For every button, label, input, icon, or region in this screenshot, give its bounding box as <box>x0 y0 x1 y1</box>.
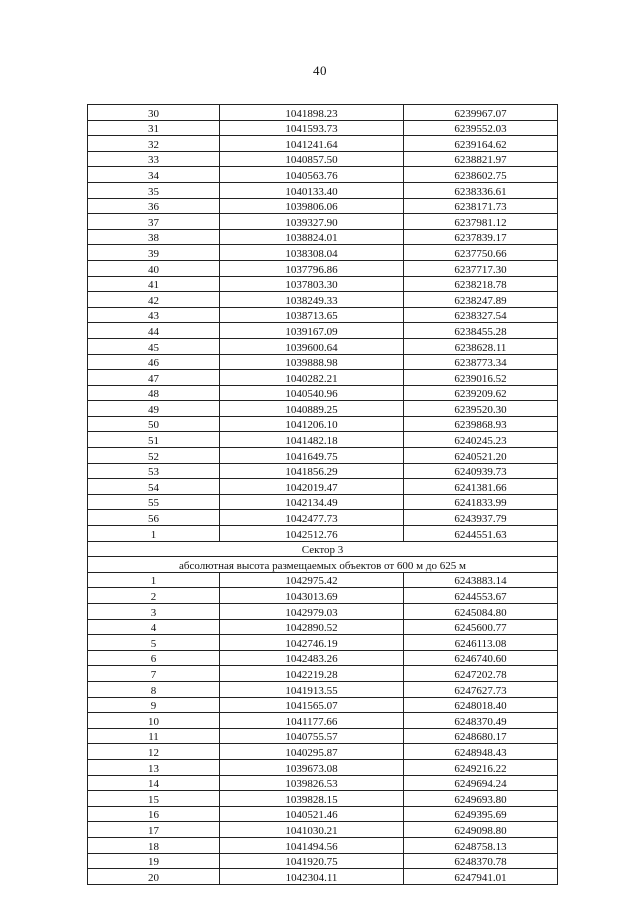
x-coordinate-cell: 1039888.98 <box>220 354 404 370</box>
y-coordinate-cell: 6239520.30 <box>404 401 558 417</box>
y-coordinate-cell: 6248680.17 <box>404 728 558 744</box>
point-number-cell: 1 <box>88 572 220 588</box>
table-row <box>88 370 558 386</box>
sector-title: Сектор 3 <box>88 541 558 557</box>
y-coordinate-cell: 6238602.75 <box>404 167 558 183</box>
y-coordinate-cell: 6248758.13 <box>404 837 558 853</box>
x-coordinate-cell: 1039167.09 <box>220 323 404 339</box>
table-row <box>88 385 558 401</box>
table-row <box>88 666 558 682</box>
table-row <box>88 338 558 354</box>
table-row <box>88 681 558 697</box>
x-coordinate-cell: 1043013.69 <box>220 588 404 604</box>
x-coordinate-cell: 1039673.08 <box>220 759 404 775</box>
point-number-cell: 48 <box>88 385 220 401</box>
table-row <box>88 120 558 136</box>
x-coordinate-cell: 1038824.01 <box>220 229 404 245</box>
y-coordinate-cell: 6247202.78 <box>404 666 558 682</box>
y-coordinate-cell: 6246740.60 <box>404 650 558 666</box>
point-number-cell: 55 <box>88 494 220 510</box>
y-coordinate-cell: 6245600.77 <box>404 619 558 635</box>
y-coordinate-cell: 6243883.14 <box>404 572 558 588</box>
table-row <box>88 214 558 230</box>
table-row <box>88 167 558 183</box>
coordinates-block-after <box>88 572 558 884</box>
x-coordinate-cell: 1039600.64 <box>220 338 404 354</box>
y-coordinate-cell: 6238821.97 <box>404 151 558 167</box>
table-row <box>88 151 558 167</box>
x-coordinate-cell: 1040755.57 <box>220 728 404 744</box>
table-row <box>88 526 558 542</box>
y-coordinate-cell: 6237750.66 <box>404 245 558 261</box>
point-number-cell: 9 <box>88 697 220 713</box>
y-coordinate-cell: 6245084.80 <box>404 604 558 620</box>
point-number-cell: 44 <box>88 323 220 339</box>
x-coordinate-cell: 1042746.19 <box>220 635 404 651</box>
table-row <box>88 292 558 308</box>
x-coordinate-cell: 1039327.90 <box>220 214 404 230</box>
point-number-cell: 8 <box>88 681 220 697</box>
x-coordinate-cell: 1040857.50 <box>220 151 404 167</box>
table-row <box>88 635 558 651</box>
x-coordinate-cell: 1041593.73 <box>220 120 404 136</box>
x-coordinate-cell: 1041649.75 <box>220 448 404 464</box>
y-coordinate-cell: 6239868.93 <box>404 416 558 432</box>
x-coordinate-cell: 1037796.86 <box>220 260 404 276</box>
x-coordinate-cell: 1041856.29 <box>220 463 404 479</box>
y-coordinate-cell: 6239552.03 <box>404 120 558 136</box>
x-coordinate-cell: 1041241.64 <box>220 136 404 152</box>
point-number-cell: 39 <box>88 245 220 261</box>
point-number-cell: 51 <box>88 432 220 448</box>
point-number-cell: 34 <box>88 167 220 183</box>
x-coordinate-cell: 1041494.56 <box>220 837 404 853</box>
table-row <box>88 604 558 620</box>
point-number-cell: 40 <box>88 260 220 276</box>
y-coordinate-cell: 6248370.78 <box>404 853 558 869</box>
y-coordinate-cell: 6238218.78 <box>404 276 558 292</box>
sector-header <box>88 541 558 572</box>
y-coordinate-cell: 6248948.43 <box>404 744 558 760</box>
table-row <box>88 105 558 121</box>
point-number-cell: 11 <box>88 728 220 744</box>
x-coordinate-cell: 1041206.10 <box>220 416 404 432</box>
point-number-cell: 52 <box>88 448 220 464</box>
y-coordinate-cell: 6238773.34 <box>404 354 558 370</box>
x-coordinate-cell: 1039828.15 <box>220 791 404 807</box>
table-row <box>88 307 558 323</box>
point-number-cell: 20 <box>88 869 220 885</box>
table-row <box>88 479 558 495</box>
table-row <box>88 588 558 604</box>
point-number-cell: 54 <box>88 479 220 495</box>
point-number-cell: 37 <box>88 214 220 230</box>
x-coordinate-cell: 1042304.11 <box>220 869 404 885</box>
y-coordinate-cell: 6238247.89 <box>404 292 558 308</box>
x-coordinate-cell: 1040889.25 <box>220 401 404 417</box>
point-number-cell: 46 <box>88 354 220 370</box>
table-row <box>88 869 558 885</box>
x-coordinate-cell: 1040295.87 <box>220 744 404 760</box>
table-row <box>88 260 558 276</box>
y-coordinate-cell: 6248370.49 <box>404 713 558 729</box>
point-number-cell: 1 <box>88 526 220 542</box>
x-coordinate-cell: 1041565.07 <box>220 697 404 713</box>
y-coordinate-cell: 6249216.22 <box>404 759 558 775</box>
table-row <box>88 853 558 869</box>
y-coordinate-cell: 6248018.40 <box>404 697 558 713</box>
point-number-cell: 43 <box>88 307 220 323</box>
x-coordinate-cell: 1042979.03 <box>220 604 404 620</box>
point-number-cell: 56 <box>88 510 220 526</box>
sector-subtitle: абсолютная высота размещаемых объектов от 600 м до 625 м <box>88 557 558 573</box>
table-row <box>88 759 558 775</box>
point-number-cell: 18 <box>88 837 220 853</box>
point-number-cell: 6 <box>88 650 220 666</box>
table-row <box>88 401 558 417</box>
x-coordinate-cell: 1042477.73 <box>220 510 404 526</box>
table-row <box>88 775 558 791</box>
coordinates-block-before <box>88 105 558 542</box>
x-coordinate-cell: 1042483.26 <box>220 650 404 666</box>
point-number-cell: 16 <box>88 806 220 822</box>
point-number-cell: 36 <box>88 198 220 214</box>
y-coordinate-cell: 6239967.07 <box>404 105 558 121</box>
x-coordinate-cell: 1040521.46 <box>220 806 404 822</box>
y-coordinate-cell: 6240245.23 <box>404 432 558 448</box>
point-number-cell: 2 <box>88 588 220 604</box>
point-number-cell: 7 <box>88 666 220 682</box>
y-coordinate-cell: 6249098.80 <box>404 822 558 838</box>
table-row <box>88 416 558 432</box>
x-coordinate-cell: 1042219.28 <box>220 666 404 682</box>
table-row <box>88 229 558 245</box>
point-number-cell: 3 <box>88 604 220 620</box>
point-number-cell: 32 <box>88 136 220 152</box>
table-row <box>88 354 558 370</box>
x-coordinate-cell: 1042890.52 <box>220 619 404 635</box>
y-coordinate-cell: 6238628.11 <box>404 338 558 354</box>
point-number-cell: 53 <box>88 463 220 479</box>
y-coordinate-cell: 6249694.24 <box>404 775 558 791</box>
x-coordinate-cell: 1042134.49 <box>220 494 404 510</box>
table-row <box>88 572 558 588</box>
table-row <box>88 276 558 292</box>
y-coordinate-cell: 6237717.30 <box>404 260 558 276</box>
point-number-cell: 5 <box>88 635 220 651</box>
table-row <box>88 650 558 666</box>
x-coordinate-cell: 1041913.55 <box>220 681 404 697</box>
table-row <box>88 837 558 853</box>
table-row <box>88 697 558 713</box>
table-row <box>88 323 558 339</box>
table-row <box>88 198 558 214</box>
y-coordinate-cell: 6244551.63 <box>404 526 558 542</box>
x-coordinate-cell: 1041920.75 <box>220 853 404 869</box>
sector-subtitle-row <box>88 557 558 573</box>
y-coordinate-cell: 6240939.73 <box>404 463 558 479</box>
y-coordinate-cell: 6247627.73 <box>404 681 558 697</box>
table-row <box>88 432 558 448</box>
point-number-cell: 49 <box>88 401 220 417</box>
table-row <box>88 713 558 729</box>
y-coordinate-cell: 6238171.73 <box>404 198 558 214</box>
x-coordinate-cell: 1042975.42 <box>220 572 404 588</box>
x-coordinate-cell: 1039826.53 <box>220 775 404 791</box>
table-row <box>88 136 558 152</box>
table-row <box>88 728 558 744</box>
table-row <box>88 510 558 526</box>
page-number: 40 <box>313 63 327 78</box>
point-number-cell: 42 <box>88 292 220 308</box>
sector-title-row <box>88 541 558 557</box>
x-coordinate-cell: 1042512.76 <box>220 526 404 542</box>
x-coordinate-cell: 1037803.30 <box>220 276 404 292</box>
y-coordinate-cell: 6239016.52 <box>404 370 558 386</box>
point-number-cell: 10 <box>88 713 220 729</box>
x-coordinate-cell: 1040133.40 <box>220 182 404 198</box>
y-coordinate-cell: 6239164.62 <box>404 136 558 152</box>
point-number-cell: 41 <box>88 276 220 292</box>
point-number-cell: 38 <box>88 229 220 245</box>
point-number-cell: 4 <box>88 619 220 635</box>
y-coordinate-cell: 6237981.12 <box>404 214 558 230</box>
table-row <box>88 448 558 464</box>
table-row <box>88 744 558 760</box>
point-number-cell: 15 <box>88 791 220 807</box>
y-coordinate-cell: 6243937.79 <box>404 510 558 526</box>
x-coordinate-cell: 1040563.76 <box>220 167 404 183</box>
x-coordinate-cell: 1041177.66 <box>220 713 404 729</box>
y-coordinate-cell: 6239209.62 <box>404 385 558 401</box>
x-coordinate-cell: 1039806.06 <box>220 198 404 214</box>
table-row <box>88 619 558 635</box>
x-coordinate-cell: 1038308.04 <box>220 245 404 261</box>
y-coordinate-cell: 6238336.61 <box>404 182 558 198</box>
y-coordinate-cell: 6244553.67 <box>404 588 558 604</box>
x-coordinate-cell: 1040540.96 <box>220 385 404 401</box>
point-number-cell: 19 <box>88 853 220 869</box>
y-coordinate-cell: 6247941.01 <box>404 869 558 885</box>
point-number-cell: 30 <box>88 105 220 121</box>
point-number-cell: 50 <box>88 416 220 432</box>
coordinates-table <box>87 104 558 885</box>
x-coordinate-cell: 1041482.18 <box>220 432 404 448</box>
y-coordinate-cell: 6249395.69 <box>404 806 558 822</box>
point-number-cell: 31 <box>88 120 220 136</box>
y-coordinate-cell: 6241833.99 <box>404 494 558 510</box>
point-number-cell: 35 <box>88 182 220 198</box>
table-row <box>88 182 558 198</box>
table-row <box>88 245 558 261</box>
y-coordinate-cell: 6246113.08 <box>404 635 558 651</box>
x-coordinate-cell: 1042019.47 <box>220 479 404 495</box>
x-coordinate-cell: 1041898.23 <box>220 105 404 121</box>
table-row <box>88 494 558 510</box>
y-coordinate-cell: 6249693.80 <box>404 791 558 807</box>
y-coordinate-cell: 6238455.28 <box>404 323 558 339</box>
point-number-cell: 17 <box>88 822 220 838</box>
y-coordinate-cell: 6241381.66 <box>404 479 558 495</box>
y-coordinate-cell: 6240521.20 <box>404 448 558 464</box>
x-coordinate-cell: 1038713.65 <box>220 307 404 323</box>
x-coordinate-cell: 1041030.21 <box>220 822 404 838</box>
y-coordinate-cell: 6237839.17 <box>404 229 558 245</box>
point-number-cell: 13 <box>88 759 220 775</box>
table-row <box>88 806 558 822</box>
point-number-cell: 12 <box>88 744 220 760</box>
point-number-cell: 33 <box>88 151 220 167</box>
point-number-cell: 14 <box>88 775 220 791</box>
x-coordinate-cell: 1040282.21 <box>220 370 404 386</box>
table-row <box>88 791 558 807</box>
x-coordinate-cell: 1038249.33 <box>220 292 404 308</box>
point-number-cell: 45 <box>88 338 220 354</box>
table-row <box>88 822 558 838</box>
y-coordinate-cell: 6238327.54 <box>404 307 558 323</box>
point-number-cell: 47 <box>88 370 220 386</box>
table-row <box>88 463 558 479</box>
